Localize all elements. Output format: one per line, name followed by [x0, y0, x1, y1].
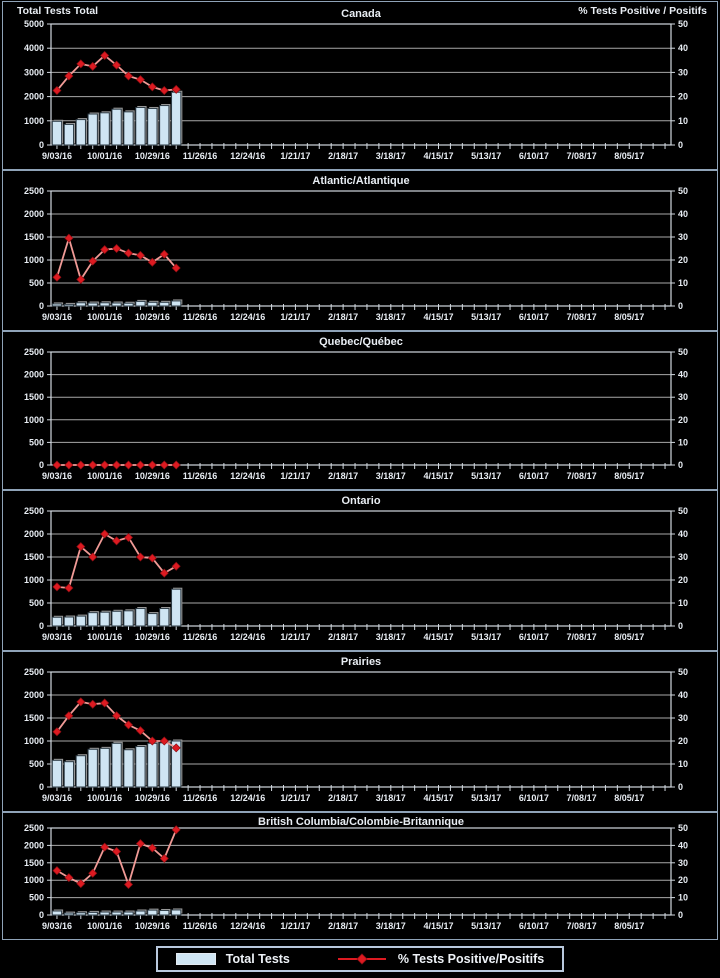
- svg-text:10/29/16: 10/29/16: [134, 921, 170, 931]
- svg-text:11/26/16: 11/26/16: [182, 151, 218, 161]
- svg-text:20: 20: [678, 575, 689, 585]
- svg-text:3/18/17: 3/18/17: [375, 312, 406, 322]
- svg-text:0: 0: [678, 910, 684, 920]
- svg-text:2000: 2000: [23, 840, 44, 851]
- svg-text:2/18/17: 2/18/17: [328, 471, 359, 481]
- legend-total-tests-label: Total Tests: [225, 952, 290, 966]
- svg-text:500: 500: [28, 598, 44, 608]
- svg-text:0: 0: [678, 140, 684, 150]
- svg-text:500: 500: [28, 278, 44, 288]
- panel-atlantic: [2, 170, 718, 331]
- svg-text:12/24/16: 12/24/16: [230, 632, 266, 642]
- svg-text:50: 50: [678, 186, 689, 196]
- total-tests-bars: [52, 588, 182, 626]
- svg-text:10: 10: [678, 598, 689, 608]
- svg-text:0: 0: [38, 460, 44, 470]
- svg-text:8/05/17: 8/05/17: [614, 793, 645, 803]
- bar: [124, 611, 133, 626]
- svg-text:8/05/17: 8/05/17: [614, 921, 645, 931]
- svg-text:0: 0: [38, 782, 44, 792]
- svg-text:5/13/17: 5/13/17: [471, 921, 502, 931]
- pct-positive-line: [53, 234, 180, 283]
- svg-text:3/18/17: 3/18/17: [375, 471, 406, 481]
- svg-text:10/29/16: 10/29/16: [134, 471, 170, 481]
- bar: [136, 301, 145, 306]
- quebec-chart: [3, 332, 717, 489]
- svg-text:1/21/17: 1/21/17: [280, 471, 311, 481]
- panel-title: British Columbia/Colombie-Britannique: [258, 816, 464, 828]
- svg-text:0: 0: [678, 301, 684, 311]
- svg-text:2500: 2500: [23, 347, 44, 357]
- svg-text:11/26/16: 11/26/16: [182, 632, 218, 642]
- bar: [76, 913, 85, 915]
- svg-text:1/21/17: 1/21/17: [280, 151, 311, 161]
- bar: [112, 912, 121, 915]
- svg-text:3/18/17: 3/18/17: [375, 793, 406, 803]
- svg-text:3/18/17: 3/18/17: [375, 151, 406, 161]
- svg-text:9/03/16: 9/03/16: [41, 921, 72, 931]
- total-tests-bars: [52, 91, 182, 145]
- gridlines: [51, 534, 671, 603]
- svg-text:5/13/17: 5/13/17: [471, 151, 502, 161]
- svg-text:4000: 4000: [23, 43, 44, 54]
- svg-text:20: 20: [678, 414, 689, 425]
- bar: [52, 760, 61, 787]
- svg-text:5/13/17: 5/13/17: [471, 312, 502, 322]
- panel-title: Canada: [341, 8, 381, 20]
- total-tests-bars: [52, 299, 182, 306]
- svg-text:30: 30: [678, 232, 689, 242]
- bar: [160, 743, 169, 787]
- gridlines: [51, 214, 671, 283]
- right-axis-title: % Tests Positive / Positifs: [578, 5, 707, 17]
- svg-text:12/24/16: 12/24/16: [230, 793, 266, 803]
- legend: [156, 946, 565, 972]
- bar: [160, 609, 169, 626]
- svg-text:1000: 1000: [23, 414, 44, 425]
- svg-text:50: 50: [678, 667, 689, 677]
- axes: [47, 352, 675, 469]
- panel-title: Quebec/Québec: [319, 336, 403, 348]
- svg-text:4/15/17: 4/15/17: [423, 632, 454, 642]
- svg-text:1500: 1500: [23, 392, 44, 403]
- svg-text:0: 0: [38, 140, 44, 150]
- panel-ontario: [2, 490, 718, 651]
- svg-text:10/01/16: 10/01/16: [87, 312, 123, 322]
- svg-text:20: 20: [678, 875, 689, 886]
- bar: [88, 114, 97, 145]
- svg-text:2/18/17: 2/18/17: [328, 632, 359, 642]
- svg-text:9/03/16: 9/03/16: [41, 793, 72, 803]
- svg-text:7/08/17: 7/08/17: [566, 471, 597, 481]
- bar: [148, 108, 157, 145]
- total-tests-bars: [52, 908, 182, 915]
- bar: [76, 120, 85, 145]
- svg-text:7/08/17: 7/08/17: [566, 793, 597, 803]
- pct-point: [53, 867, 61, 875]
- svg-text:1500: 1500: [23, 232, 44, 242]
- panel-title: Atlantic/Atlantique: [312, 175, 410, 187]
- svg-text:10/01/16: 10/01/16: [87, 921, 123, 931]
- svg-text:1500: 1500: [23, 713, 44, 723]
- gridlines: [51, 845, 671, 897]
- total-tests-swatch-icon: [176, 953, 216, 965]
- pct-point: [101, 461, 109, 469]
- svg-text:11/26/16: 11/26/16: [182, 312, 218, 322]
- prairies-chart: [3, 652, 717, 811]
- bar: [124, 112, 133, 145]
- svg-text:30: 30: [678, 552, 689, 562]
- svg-text:4/15/17: 4/15/17: [423, 793, 454, 803]
- svg-text:40: 40: [678, 369, 689, 380]
- bar: [64, 617, 73, 626]
- pct-positive-line: [53, 826, 180, 889]
- svg-text:2000: 2000: [23, 690, 44, 700]
- bar: [136, 107, 145, 145]
- svg-text:30: 30: [678, 392, 689, 403]
- total-tests-bars: [52, 740, 182, 788]
- svg-text:10/01/16: 10/01/16: [87, 151, 123, 161]
- bar: [136, 609, 145, 626]
- svg-text:10: 10: [678, 278, 689, 288]
- svg-text:12/24/16: 12/24/16: [230, 921, 266, 931]
- ontario-chart: [3, 491, 717, 650]
- bar: [148, 743, 157, 787]
- bar: [112, 303, 121, 306]
- gridlines: [51, 375, 671, 443]
- svg-text:10/29/16: 10/29/16: [134, 632, 170, 642]
- bar: [88, 912, 97, 915]
- svg-text:20: 20: [678, 736, 689, 746]
- bar: [172, 910, 181, 915]
- pct-point: [125, 461, 133, 469]
- panel-quebec: [2, 331, 718, 490]
- bar: [160, 302, 169, 306]
- bar: [172, 301, 181, 306]
- svg-text:2000: 2000: [23, 369, 44, 380]
- bar: [172, 92, 181, 145]
- svg-text:30: 30: [678, 713, 689, 723]
- bar: [100, 748, 109, 787]
- svg-text:8/05/17: 8/05/17: [614, 632, 645, 642]
- svg-text:7/08/17: 7/08/17: [566, 151, 597, 161]
- svg-text:1000: 1000: [23, 255, 44, 265]
- atlantic-chart: [3, 171, 717, 330]
- axes: [47, 191, 675, 310]
- pct-point: [53, 461, 61, 469]
- svg-text:12/24/16: 12/24/16: [230, 151, 266, 161]
- svg-text:12/24/16: 12/24/16: [230, 312, 266, 322]
- svg-text:9/03/16: 9/03/16: [41, 151, 72, 161]
- svg-text:9/03/16: 9/03/16: [41, 632, 72, 642]
- bar: [64, 913, 73, 915]
- bar: [88, 303, 97, 306]
- svg-text:2500: 2500: [23, 823, 44, 833]
- pct-point: [113, 847, 121, 855]
- bar: [52, 617, 61, 626]
- svg-text:10/29/16: 10/29/16: [134, 151, 170, 161]
- bar: [112, 611, 121, 626]
- pct-point: [136, 461, 144, 469]
- bar: [76, 616, 85, 626]
- bar: [52, 304, 61, 306]
- svg-text:4/15/17: 4/15/17: [423, 151, 454, 161]
- pct-point: [172, 461, 180, 469]
- svg-text:10/29/16: 10/29/16: [134, 312, 170, 322]
- panel-prairies: [2, 651, 718, 812]
- svg-text:2500: 2500: [23, 186, 44, 196]
- canada-chart: [3, 2, 717, 169]
- pct-point: [136, 251, 144, 259]
- svg-text:11/26/16: 11/26/16: [182, 921, 218, 931]
- svg-text:3/18/17: 3/18/17: [375, 632, 406, 642]
- pct-point: [65, 461, 73, 469]
- bar: [64, 124, 73, 145]
- bar: [100, 912, 109, 915]
- pct-point: [113, 537, 121, 545]
- svg-text:40: 40: [678, 209, 689, 219]
- svg-text:0: 0: [678, 782, 684, 792]
- pct-point: [136, 76, 144, 84]
- svg-text:11/26/16: 11/26/16: [182, 471, 218, 481]
- svg-text:2000: 2000: [23, 209, 44, 219]
- svg-text:7/08/17: 7/08/17: [566, 921, 597, 931]
- pct-positive-line: [53, 530, 180, 592]
- svg-text:50: 50: [678, 347, 689, 357]
- axis-labels: [24, 336, 688, 481]
- svg-text:0: 0: [38, 910, 44, 920]
- bar: [124, 912, 133, 915]
- bar: [160, 106, 169, 145]
- svg-text:500: 500: [28, 892, 44, 903]
- svg-text:10: 10: [678, 115, 689, 126]
- svg-text:2000: 2000: [23, 529, 44, 539]
- british-columbia-chart: [3, 813, 717, 939]
- svg-text:40: 40: [678, 840, 689, 851]
- bar: [148, 910, 157, 915]
- pct-point: [89, 461, 97, 469]
- pct-point: [125, 249, 133, 257]
- svg-text:11/26/16: 11/26/16: [182, 793, 218, 803]
- bar: [124, 303, 133, 306]
- svg-text:7/08/17: 7/08/17: [566, 632, 597, 642]
- bar: [112, 743, 121, 787]
- pct-point: [172, 562, 180, 570]
- svg-text:8/05/17: 8/05/17: [614, 151, 645, 161]
- svg-text:30: 30: [678, 857, 689, 868]
- svg-text:2500: 2500: [23, 667, 44, 677]
- pct-point: [113, 461, 121, 469]
- bar: [52, 121, 61, 145]
- svg-text:10: 10: [678, 437, 689, 448]
- panel-canada: [2, 1, 718, 170]
- svg-text:7/08/17: 7/08/17: [566, 312, 597, 322]
- bar: [88, 613, 97, 626]
- pct-point: [53, 273, 61, 281]
- bar: [64, 304, 73, 306]
- bar: [76, 303, 85, 306]
- svg-text:4/15/17: 4/15/17: [423, 921, 454, 931]
- svg-text:0: 0: [678, 621, 684, 631]
- pct-point: [136, 553, 144, 561]
- legend-pct-positive-label: % Tests Positive/Positifs: [397, 952, 545, 966]
- pct-point: [125, 533, 133, 541]
- svg-text:6/10/17: 6/10/17: [518, 793, 549, 803]
- pct-point: [77, 461, 85, 469]
- svg-text:3/18/17: 3/18/17: [375, 921, 406, 931]
- svg-text:2000: 2000: [23, 91, 44, 102]
- svg-text:1000: 1000: [23, 115, 44, 126]
- pct-point: [136, 840, 144, 848]
- bar: [136, 747, 145, 787]
- svg-text:50: 50: [678, 506, 689, 516]
- pct-positive-line: [53, 461, 180, 469]
- svg-text:2/18/17: 2/18/17: [328, 151, 359, 161]
- pct-point: [101, 530, 109, 538]
- svg-text:6/10/17: 6/10/17: [518, 632, 549, 642]
- pct-point: [160, 87, 168, 95]
- pct-point: [113, 245, 121, 253]
- svg-text:1000: 1000: [23, 875, 44, 886]
- svg-text:6/10/17: 6/10/17: [518, 312, 549, 322]
- svg-text:6/10/17: 6/10/17: [518, 921, 549, 931]
- bar: [160, 910, 169, 915]
- svg-text:0: 0: [678, 460, 684, 470]
- pct-point: [148, 83, 156, 91]
- svg-text:1000: 1000: [23, 736, 44, 746]
- bar: [136, 911, 145, 915]
- bar: [76, 756, 85, 787]
- bar: [172, 589, 181, 626]
- svg-text:1000: 1000: [23, 575, 44, 585]
- svg-text:40: 40: [678, 43, 689, 54]
- bar: [112, 109, 121, 145]
- pct-point: [101, 843, 109, 851]
- svg-text:9/03/16: 9/03/16: [41, 312, 72, 322]
- bar: [64, 762, 73, 787]
- svg-text:2500: 2500: [23, 506, 44, 516]
- svg-text:500: 500: [28, 437, 44, 448]
- svg-text:40: 40: [678, 529, 689, 539]
- svg-text:5000: 5000: [23, 19, 44, 29]
- svg-text:8/05/17: 8/05/17: [614, 312, 645, 322]
- pct-point: [53, 583, 61, 591]
- svg-text:30: 30: [678, 67, 689, 78]
- bar: [100, 303, 109, 306]
- svg-text:10/01/16: 10/01/16: [87, 793, 123, 803]
- bar: [100, 612, 109, 626]
- svg-text:4/15/17: 4/15/17: [423, 471, 454, 481]
- pct-point: [65, 234, 73, 242]
- svg-text:9/03/16: 9/03/16: [41, 471, 72, 481]
- panel-title: Prairies: [340, 656, 382, 668]
- svg-text:1/21/17: 1/21/17: [280, 312, 311, 322]
- svg-text:2/18/17: 2/18/17: [328, 793, 359, 803]
- bar: [148, 302, 157, 306]
- panel-british-columbia: [2, 812, 718, 940]
- svg-text:20: 20: [678, 91, 689, 102]
- bar: [88, 749, 97, 787]
- svg-text:40: 40: [678, 690, 689, 700]
- panel-title: Ontario: [341, 495, 381, 507]
- axis-labels: [24, 175, 688, 322]
- pct-point: [160, 461, 168, 469]
- svg-text:0: 0: [38, 621, 44, 631]
- pct-point: [148, 461, 156, 469]
- svg-text:12/24/16: 12/24/16: [230, 471, 266, 481]
- left-axis-title: Total Tests Total: [17, 5, 99, 17]
- svg-text:10: 10: [678, 892, 689, 903]
- svg-text:500: 500: [28, 759, 44, 769]
- pct-point: [172, 826, 180, 834]
- pct-point: [65, 584, 73, 592]
- svg-text:5/13/17: 5/13/17: [471, 632, 502, 642]
- bar: [148, 614, 157, 626]
- svg-text:6/10/17: 6/10/17: [518, 471, 549, 481]
- svg-text:3000: 3000: [23, 67, 44, 78]
- svg-text:4/15/17: 4/15/17: [423, 312, 454, 322]
- svg-text:1/21/17: 1/21/17: [280, 632, 311, 642]
- svg-text:5/13/17: 5/13/17: [471, 471, 502, 481]
- svg-text:10: 10: [678, 759, 689, 769]
- svg-text:8/05/17: 8/05/17: [614, 471, 645, 481]
- svg-text:50: 50: [678, 823, 689, 833]
- svg-text:10/29/16: 10/29/16: [134, 793, 170, 803]
- pct-positive-line: [53, 51, 180, 94]
- svg-text:20: 20: [678, 255, 689, 265]
- svg-text:2/18/17: 2/18/17: [328, 921, 359, 931]
- bar: [124, 750, 133, 787]
- svg-text:6/10/17: 6/10/17: [518, 151, 549, 161]
- svg-text:50: 50: [678, 19, 689, 29]
- svg-text:1/21/17: 1/21/17: [280, 793, 311, 803]
- pct-positive-line-icon: [336, 953, 388, 965]
- svg-text:1500: 1500: [23, 552, 44, 562]
- legend-strip: [0, 940, 720, 978]
- svg-text:10/01/16: 10/01/16: [87, 632, 123, 642]
- bar: [100, 113, 109, 145]
- svg-text:5/13/17: 5/13/17: [471, 793, 502, 803]
- svg-text:1/21/17: 1/21/17: [280, 921, 311, 931]
- svg-text:0: 0: [38, 301, 44, 311]
- svg-text:2/18/17: 2/18/17: [328, 312, 359, 322]
- svg-text:10/01/16: 10/01/16: [87, 471, 123, 481]
- pct-point: [89, 700, 97, 708]
- pct-point: [125, 881, 133, 889]
- bar: [52, 911, 61, 915]
- svg-text:1500: 1500: [23, 857, 44, 868]
